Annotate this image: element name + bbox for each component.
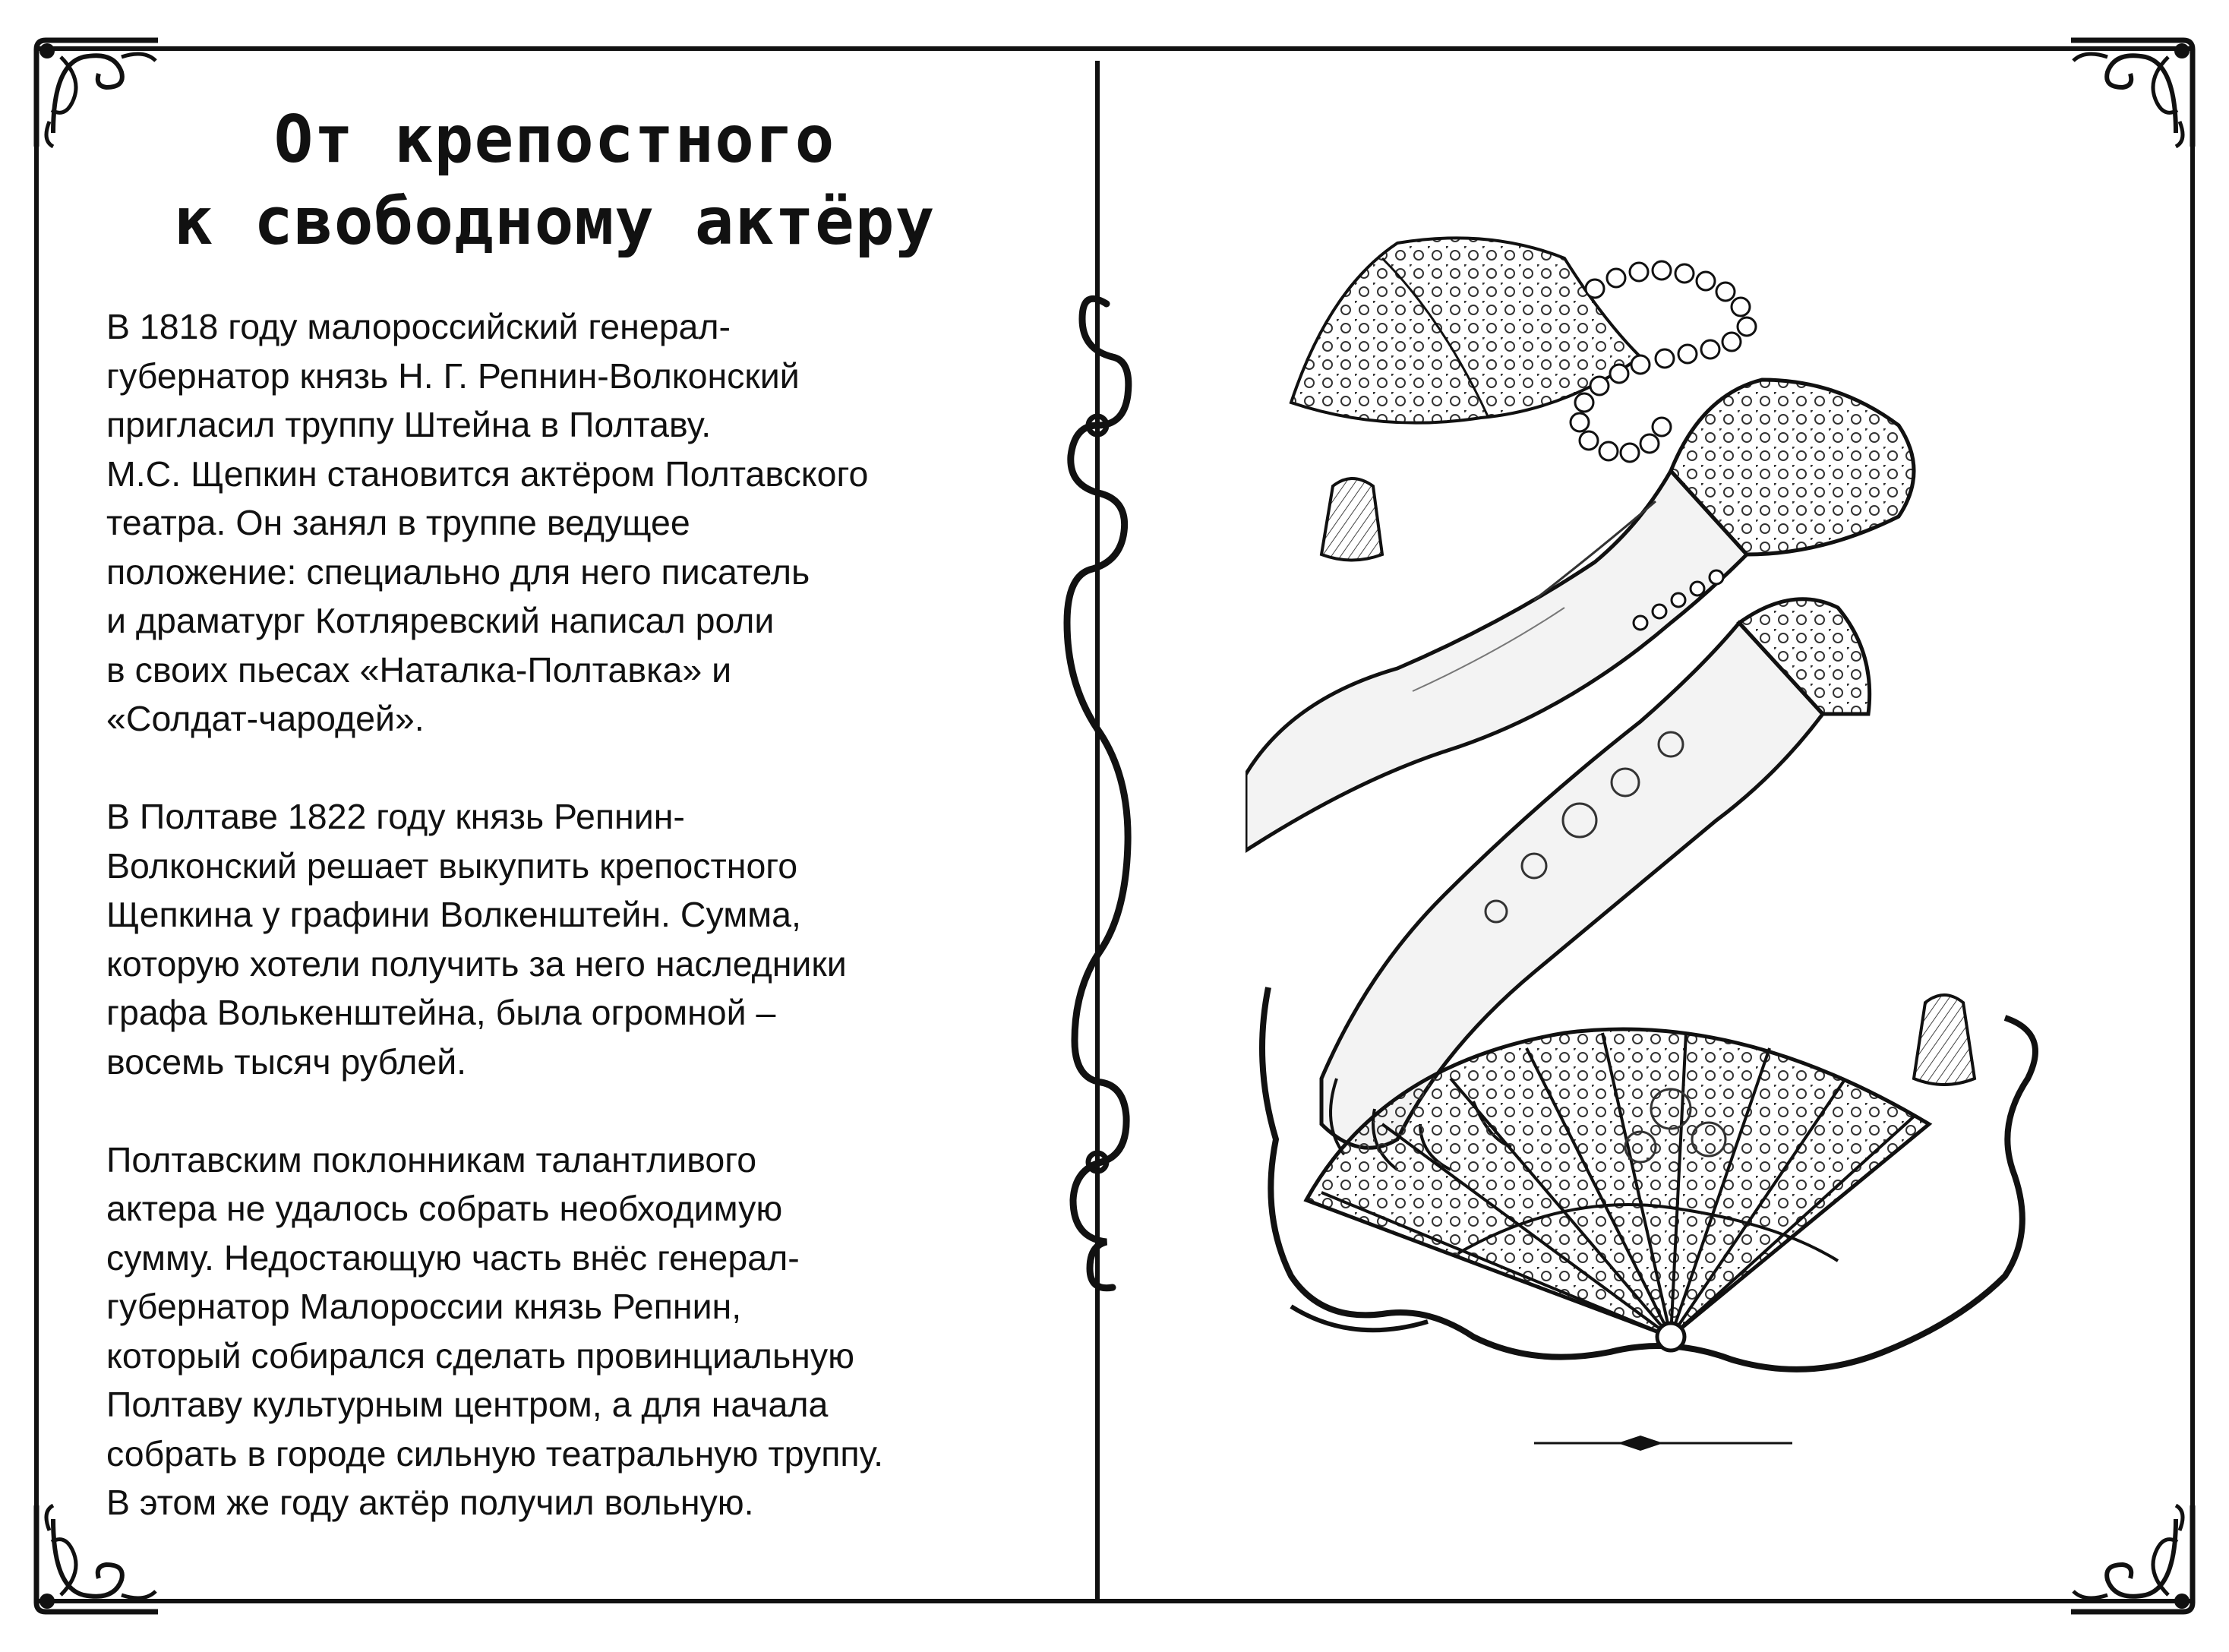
text-line: пригласил труппу Штейна в Полтаву. [106,405,712,444]
paragraph-1 [106,302,1048,744]
text-line: В этом же году актёр получил вольную. [106,1483,754,1522]
text-line: «Солдат-чародей». [106,699,425,738]
text-line: который собирался сделать провинциальную [106,1335,854,1376]
title-line-2: к свободному актёру [173,184,936,260]
paragraph-2 [106,792,1048,1086]
text-line: восемь тысяч рублей. [106,1041,467,1082]
text-line: Щепкина у графини Волкенштейн. Сумма, [106,895,801,934]
text-line: М.С. Щепкин становится актёром Полтавского [106,453,869,494]
title-line-1: От крепостного [273,102,835,178]
text-line: сумму. Недостающую часть внёс генерал- [106,1237,800,1278]
page-title [144,99,965,263]
text-line: В Полтаве 1822 году князь Репнин- [106,797,685,836]
text-line: губернатор Малороссии князь Репнин, [106,1287,742,1326]
text-line: Волконский решает выкупить крепостного [106,845,798,886]
text-line: которую хотели получить за него наследники [106,943,847,984]
engraving-gloves-fan-icon [1246,228,2066,1474]
text-line: губернатор князь Н. Г. Репнин-Волконский [106,355,800,396]
text-line: театра. Он занял в труппе ведущее [106,503,690,542]
corner-ornament-icon [2070,1504,2199,1618]
article-body [106,302,1048,1576]
vertical-divider-flourish-icon [1059,61,1135,1603]
corner-ornament-icon [2070,34,2199,148]
text-line: в своих пьесах «Наталка-Полтавка» и [106,649,732,690]
text-line: и драматург Котляревский написал роли [106,601,775,640]
text-line: Полтаву культурным центром, а для начала [106,1385,829,1424]
text-line: собрать в городе сильную театральную труппу. [106,1433,884,1474]
text-line: графа Волькенштейна, была огромной – [106,993,776,1032]
text-line: положение: специально для него писатель [106,551,810,592]
text-line: актера не удалось собрать необходимую [106,1189,783,1228]
text-line: В 1818 году малороссийский генерал- [106,307,731,346]
corner-ornament-icon [30,34,159,148]
text-line: Полтавским поклонникам талантливого [106,1139,757,1180]
paragraph-3 [106,1136,1048,1527]
